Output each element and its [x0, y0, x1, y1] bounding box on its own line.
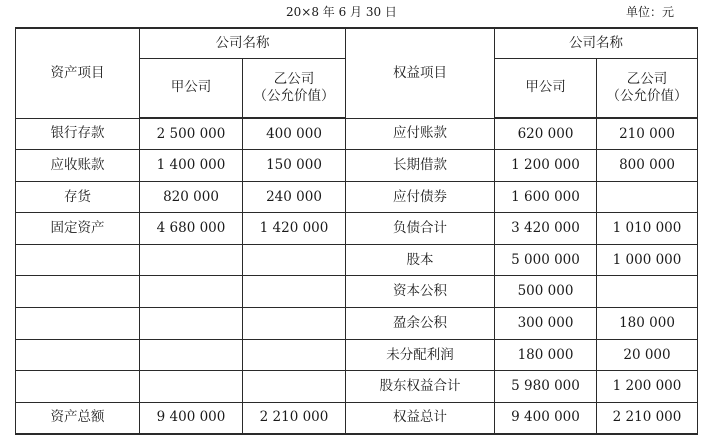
subsidiary-equity-value: 210 000: [597, 118, 698, 150]
subsidiary-equity-value: [597, 276, 698, 308]
asset-item-cell: [16, 308, 140, 340]
document-header: [0, 0, 704, 22]
subsidiary-asset-value: [243, 371, 346, 403]
fair-value-note: （公允价值）: [606, 87, 688, 104]
asset-item-cell: [16, 339, 140, 371]
subsidiary-header-left: [243, 58, 346, 118]
parent-equity-value: 5 980 000: [495, 371, 597, 403]
asset-item-header: 资产项目: [16, 28, 140, 118]
parent-equity-value: 300 000: [495, 308, 597, 340]
asset-item-cell: 应收账款: [16, 150, 140, 182]
table-row: [16, 118, 698, 150]
company-name-header-left: 公司名称: [140, 28, 346, 58]
parent-asset-value: 820 000: [140, 181, 243, 213]
parent-equity-value: 1 200 000: [495, 150, 597, 182]
equity-item-cell: 权益总计: [346, 402, 495, 434]
equity-item-cell: 股东权益合计: [346, 371, 495, 403]
subsidiary-equity-value: 180 000: [597, 308, 698, 340]
table-row: [16, 181, 698, 213]
asset-item-cell: [16, 276, 140, 308]
asset-item-cell: 存货: [16, 181, 140, 213]
table-row: [16, 308, 698, 340]
parent-asset-value: 1 400 000: [140, 150, 243, 182]
subsidiary-asset-value: 150 000: [243, 150, 346, 182]
table-row: [16, 276, 698, 308]
table-row: [16, 213, 698, 245]
subsidiary-equity-value: 2 210 000: [597, 402, 698, 434]
equity-item-cell: 应付账款: [346, 118, 495, 150]
subsidiary-name: 乙公司: [626, 70, 668, 87]
parent-equity-value: 5 000 000: [495, 244, 597, 276]
parent-company-header-right: 甲公司: [495, 58, 597, 118]
equity-item-cell: 股本: [346, 244, 495, 276]
subsidiary-equity-value: 20 000: [597, 339, 698, 371]
report-date: 20×8 年 6 月 30 日: [286, 5, 397, 19]
parent-asset-value: [140, 308, 243, 340]
subsidiary-header-right: [597, 58, 698, 118]
equity-item-cell: 资本公积: [346, 276, 495, 308]
equity-item-header: 权益项目: [346, 28, 495, 118]
parent-equity-value: 1 600 000: [495, 181, 597, 213]
subsidiary-asset-value: 240 000: [243, 181, 346, 213]
parent-asset-value: 9 400 000: [140, 402, 243, 434]
parent-asset-value: [140, 371, 243, 403]
subsidiary-asset-value: 2 210 000: [243, 402, 346, 434]
parent-company-header-left: 甲公司: [140, 58, 243, 118]
subsidiary-asset-value: [243, 276, 346, 308]
asset-item-cell: 银行存款: [16, 118, 140, 150]
asset-item-cell: [16, 244, 140, 276]
equity-item-cell: 盈余公积: [346, 308, 495, 340]
equity-item-cell: 应付债券: [346, 181, 495, 213]
parent-asset-value: 2 500 000: [140, 118, 243, 150]
parent-asset-value: 4 680 000: [140, 213, 243, 245]
table-row: [16, 339, 698, 371]
subsidiary-name: 乙公司: [273, 70, 315, 87]
parent-asset-value: [140, 276, 243, 308]
parent-equity-value: 620 000: [495, 118, 597, 150]
subsidiary-asset-value: [243, 339, 346, 371]
asset-item-cell: 资产总额: [16, 402, 140, 434]
parent-equity-value: 9 400 000: [495, 402, 597, 434]
table-row: [16, 402, 698, 434]
parent-asset-value: [140, 244, 243, 276]
table-row: [16, 150, 698, 182]
asset-item-cell: [16, 371, 140, 403]
parent-equity-value: 500 000: [495, 276, 597, 308]
parent-asset-value: [140, 339, 243, 371]
equity-item-cell: 长期借款: [346, 150, 495, 182]
header-row-1: [16, 28, 698, 58]
subsidiary-equity-value: 800 000: [597, 150, 698, 182]
equity-item-cell: 未分配利润: [346, 339, 495, 371]
subsidiary-asset-value: [243, 308, 346, 340]
table-row: [16, 371, 698, 403]
currency-unit: 单位：元: [625, 5, 674, 19]
fair-value-note: （公允价值）: [253, 87, 335, 104]
subsidiary-equity-value: 1 010 000: [597, 213, 698, 245]
subsidiary-asset-value: 1 420 000: [243, 213, 346, 245]
subsidiary-asset-value: [243, 244, 346, 276]
subsidiary-asset-value: 400 000: [243, 118, 346, 150]
parent-equity-value: 180 000: [495, 339, 597, 371]
parent-equity-value: 3 420 000: [495, 213, 597, 245]
company-name-header-right: 公司名称: [495, 28, 698, 58]
balance-sheet-table: [15, 27, 698, 435]
asset-item-cell: 固定资产: [16, 213, 140, 245]
subsidiary-equity-value: [597, 181, 698, 213]
equity-item-cell: 负债合计: [346, 213, 495, 245]
subsidiary-equity-value: 1 200 000: [597, 371, 698, 403]
table-row: [16, 244, 698, 276]
subsidiary-equity-value: 1 000 000: [597, 244, 698, 276]
